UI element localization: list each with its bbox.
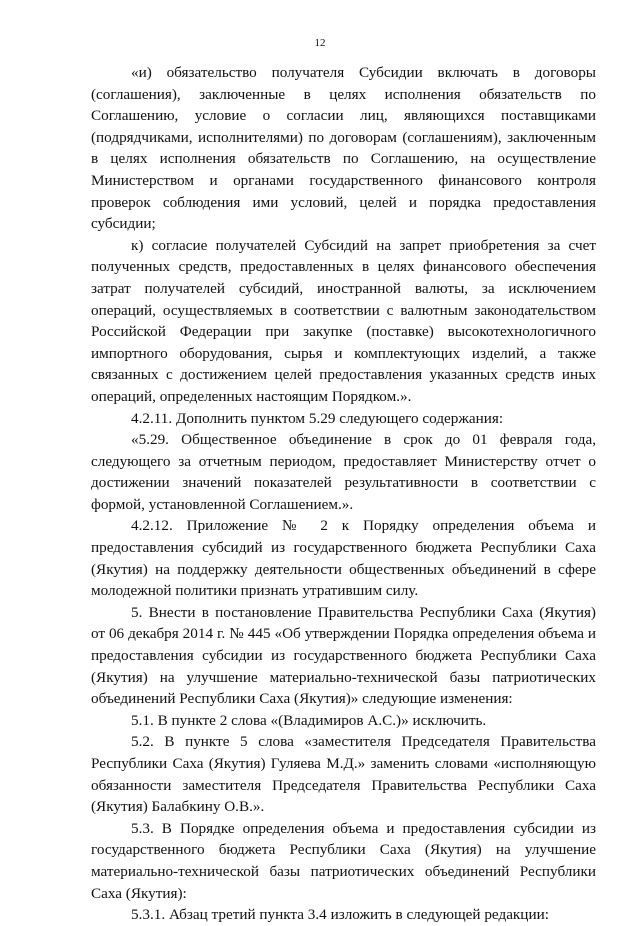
paragraph-5-2: 5.2. В пункте 5 слова «заместителя Председателя Правительства Республики Саха (Якутия) Гуляева М.Д.» заменить словами «исполняющую обязанности заместителя Председателя Правительства Республики Саха (Якутия) Балабкину О.В.». (91, 733, 596, 816)
paragraph-5: 5. Внести в постановление Правительства Республики Саха (Якутия) от 06 декабря 2014 г. № 445 «Об утверждении Порядка определения объема и предоставления субсидии из государственного бюджета Республики Саха (Якутия) на улучшение материально-технической базы патриотических объединений Республики Саха (Якутия)» следующие изменения: (91, 603, 596, 708)
paragraph-5-3: 5.3. В Порядке определения объема и предоставления субсидии из государственного бюджета Республики Саха (Якутия) на улучшение материально-технической базы патриотических объединений Республики Саха (Якутия): (91, 819, 596, 902)
paragraph-5-29: «5.29. Общественное объединение в срок до 01 февраля года, следующего за отчетным периодом, предоставляет Министерству отчет о достижении значений показателей результативности в соответствии с формой, установленной Соглашением.». (91, 431, 596, 513)
paragraph-4-2-11: 4.2.11. Дополнить пунктом 5.29 следующего содержания: (131, 409, 504, 427)
page-number: 12 (314, 37, 326, 49)
paragraph-5-1: 5.1. В пункте 2 слова «(Владимиров А.С.)» исключить. (131, 711, 487, 729)
paragraph-4-2-12: 4.2.12. Приложение № 2 к Порядку определения объема и предоставления субсидий из государственного бюджета Республики Саха (Якутия) на поддержку деятельности общественных объединений в сфере молодежной политики признать утратившим силу. (91, 517, 596, 600)
paragraph-item-i: «и) обязательство получателя Субсидии включать в договоры (соглашения), заключенные в целях исполнения обязательств по Соглашению, условие о согласии лиц, являющихся поставщиками (подрядчиками, исполнителями) по договорам (соглашениям), заключенным в целях исполнения обязательств по Соглашению, на осуществление Министерством и органами государственного финансового контроля проверок соблюдения ими условий, целей и порядка предоставления субсидии; (91, 64, 596, 233)
paragraph-5-3-1: 5.3.1. Абзац третий пункта 3.4 изложить в следующей редакции: (131, 906, 549, 924)
document-body (91, 62, 596, 926)
paragraph-item-k: к) согласие получателей Субсидий на запрет приобретения за счет полученных средств, предоставленных в целях финансового обеспечения затрат получателей субсидий, иностранной валюты, за исключением операций, осуществляемых в соответствии с валютным законодательством Российской Федерации при закупке (поставке) высокотехнологичного импортного оборудования, сырья и комплектующих изделий, а также связанных с достижением целей предоставления указанных средств иных операций, определенных настоящим Порядком.». (91, 236, 596, 405)
